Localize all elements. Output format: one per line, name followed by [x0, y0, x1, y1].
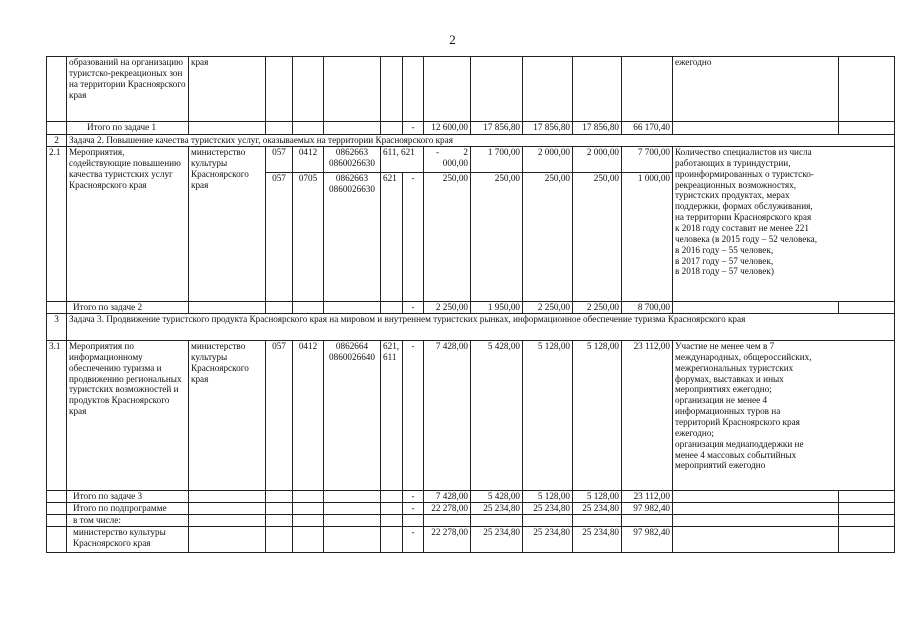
row-2-1-indicator-line: Количество специалистов из числа — [675, 147, 812, 157]
total-task1-label: Итого по задаче 1 — [67, 122, 189, 135]
ministry-sum: 97 982,40 — [622, 527, 673, 553]
row-2-1b-2016: 250,00 — [471, 173, 523, 302]
row-2-1-indicator-line: на территории Красноярского края — [675, 212, 812, 223]
row-2-1b-sum: 1 000,00 — [622, 173, 673, 302]
total-task1-dash: - — [403, 122, 424, 135]
row-2-1a-vr: 611, 621 — [381, 147, 424, 173]
row-3-1-indicator-line: организация медиаподдержки не — [675, 438, 804, 449]
total-task1-2017: 17 856,80 — [523, 122, 573, 135]
row-3-1-indicator-line: мероприятий ежегодно — [675, 460, 766, 471]
row-3-1-2017: 5 128,00 — [523, 341, 573, 491]
row-3-1-sum: 23 112,00 — [622, 341, 673, 491]
ministry-2017: 25 234,80 — [523, 527, 573, 553]
table-row-3-1 — [47, 341, 895, 491]
total-task3-2018: 5 128,00 — [573, 491, 622, 503]
row-3-1-indicator-line: мероприятиях ежегодно; — [675, 384, 772, 395]
row-2-1-indicator-line: в 2017 году – 57 человек, — [675, 255, 774, 266]
row-3-1-dash: - — [403, 341, 424, 491]
row-3-1-indicator-line: организация не менее 4 — [675, 395, 768, 406]
total-subprogram-2018: 25 234,80 — [573, 503, 622, 515]
total-subprogram-2015: 22 278,00 — [424, 503, 471, 515]
row-3-1-indicator-line: ежегодно; — [675, 427, 714, 438]
row-2-1-indicator-line: человека (в 2015 году – 52 человека, — [675, 233, 818, 244]
row-2-1b-grbs: 057 — [266, 173, 293, 302]
including-label: в том числе: — [67, 515, 189, 527]
total-task2-2017: 2 250,00 — [523, 302, 573, 314]
total-task2-2015: 2 250,00 — [424, 302, 471, 314]
page-number: 2 — [449, 32, 456, 47]
ministry-dash: - — [403, 527, 424, 553]
table-row-total-subprogram — [47, 503, 895, 515]
row-3-1-vr: 621, 611 — [381, 341, 403, 491]
total-task2-2016: 1 950,00 — [471, 302, 523, 314]
total-subprogram-label: Итого по подпрограмме — [67, 503, 189, 515]
row-3-1-rzpr: 0412 — [293, 341, 324, 491]
total-task2-sum: 8 700,00 — [622, 302, 673, 314]
row-2-1-indicator-line: рекреационных возможностях, — [675, 179, 797, 190]
row-2-1-indicator-line: к 2018 году составит не менее 221 — [675, 223, 809, 234]
total-task3-2016: 5 428,00 — [471, 491, 523, 503]
row-2-1a-2016: 1 700,00 — [471, 147, 523, 173]
ministry-label: министерство культуры Красноярского края — [67, 527, 189, 553]
row-2-1b-2015: 250,00 — [424, 173, 471, 302]
row-2-1a-2015-value: 2 000,00 — [442, 147, 468, 168]
row-2-1-indicator-line: туристских продуктах, мерах — [675, 190, 790, 201]
table-row-task3-header — [47, 314, 895, 341]
total-task2-2018: 2 250,00 — [573, 302, 622, 314]
row-2-1a-grbs: 057 — [266, 147, 293, 173]
row-2-1b-csr — [324, 173, 381, 302]
ministry-2016: 25 234,80 — [471, 527, 523, 553]
table-row-ministry — [47, 527, 895, 553]
row-2-1a-2017: 2 000,00 — [523, 147, 573, 173]
table-row-continuation — [47, 57, 895, 122]
row-2-1-indicator-line: работающих в туриндустрии, — [675, 157, 791, 168]
row-2-1b-2018: 250,00 — [573, 173, 622, 302]
total-task1-sum: 66 170,40 — [622, 122, 673, 135]
row-2-1a-sum: 7 700,00 — [622, 147, 673, 173]
total-task3-2015: 7 428,00 — [424, 491, 471, 503]
row-2-1a-csr-new: 0860026630 — [329, 157, 375, 168]
row-3-1-indicator-line: межрегиональных туристских — [675, 362, 794, 373]
row-2-1a-2018: 2 000,00 — [573, 147, 622, 173]
total-task3-label: Итого по задаче 3 — [67, 491, 189, 503]
total-task1-2018: 17 856,80 — [573, 122, 622, 135]
row-2-1b-csr-old: 0862663 — [335, 173, 369, 183]
row-3-1-indicator-line: форумах, выставках и иных — [675, 373, 784, 384]
total-task3-2017: 5 128,00 — [523, 491, 573, 503]
total-task2-dash: - — [403, 302, 424, 314]
continuation-name: образований на организацию туристско-рекреационых зон на территории Красноярского края — [67, 57, 189, 122]
row-2-1a-rzpr: 0412 — [293, 147, 324, 173]
task3-title: Задача 3. Продвижение туристского продукта Красноярского края на мировом и внутреннем туристских рынках, информационное обеспечение туризма Красноярского края — [67, 314, 895, 341]
total-task1-2016: 17 856,80 — [471, 122, 523, 135]
row-2-1a-2015 — [424, 147, 471, 173]
row-3-1-indicator — [673, 341, 895, 491]
table-row-task2-header — [47, 135, 895, 147]
ministry-2018: 25 234,80 — [573, 527, 622, 553]
row-2-1-number: 2.1 — [47, 147, 67, 302]
total-subprogram-2017: 25 234,80 — [523, 503, 573, 515]
row-3-1-2016: 5 428,00 — [471, 341, 523, 491]
row-2-1-indicator-line: в 2018 году – 57 человек) — [675, 266, 774, 277]
table-row-including — [47, 515, 895, 527]
row-2-1-indicator-line: проинформированных о туристско- — [675, 168, 814, 179]
row-2-1b-2017: 250,00 — [523, 173, 573, 302]
row-3-1-executor: министерство культуры Красноярского края — [189, 341, 266, 491]
row-3-1-indicator-line: информационных туров на — [675, 406, 781, 417]
table-row-total-task1 — [47, 122, 895, 135]
continuation-indicator: ежегодно — [673, 57, 839, 122]
row-3-1-indicator-line: территорий Красноярского края — [675, 417, 800, 428]
task2-number: 2 — [47, 135, 67, 147]
row-3-1-indicator-line: Участие не менее чем в 7 — [675, 341, 775, 351]
table-row-total-task3 — [47, 491, 895, 503]
total-task3-sum: 23 112,00 — [622, 491, 673, 503]
row-3-1-grbs: 057 — [266, 341, 293, 491]
row-3-1-number: 3.1 — [47, 341, 67, 491]
continuation-executor: края — [189, 57, 266, 122]
table-row-total-task2 — [47, 302, 895, 314]
row-3-1-csr-new: 0860026640 — [329, 351, 375, 362]
row-2-1b-dash: - — [403, 173, 424, 302]
row-2-1b-vr: 621 — [381, 173, 403, 302]
program-table — [46, 56, 895, 553]
row-2-1a-dash: - — [436, 147, 440, 157]
row-2-1-indicator-line: поддержки, формах обслуживания, — [675, 201, 813, 212]
row-2-1b-csr-new: 0860026630 — [329, 183, 375, 194]
row-3-1-indicator-line: менее 4 массовых событийных — [675, 449, 797, 460]
row-2-1-indicator — [673, 147, 895, 302]
row-3-1-2015: 7 428,00 — [424, 341, 471, 491]
task3-number: 3 — [47, 314, 67, 341]
row-2-1a-csr-old: 0862663 — [335, 147, 369, 157]
row-2-1a-csr — [324, 147, 381, 173]
total-subprogram-sum: 97 982,40 — [622, 503, 673, 515]
row-3-1-name: Мероприятия по информационному обеспечению туризма и продвижению региональных туристских возможностей и продуктов Красноярского края — [67, 341, 189, 491]
total-task3-dash: - — [403, 491, 424, 503]
ministry-2015: 22 278,00 — [424, 527, 471, 553]
row-3-1-indicator-line: международных, общероссийских, — [675, 351, 812, 362]
row-3-1-2018: 5 128,00 — [573, 341, 622, 491]
total-task1-2015: 12 600,00 — [424, 122, 471, 135]
row-2-1-indicator-line: в 2016 году – 55 человек, — [675, 244, 774, 255]
total-subprogram-2016: 25 234,80 — [471, 503, 523, 515]
total-subprogram-dash: - — [403, 503, 424, 515]
row-3-1-csr-old: 0862664 — [335, 341, 369, 351]
row-3-1-csr — [324, 341, 381, 491]
row-2-1-name: Мероприятия, содействующие повышению качества туристских услуг Красноярского края — [67, 147, 189, 302]
total-task2-label: Итого по задаче 2 — [67, 302, 189, 314]
table-row-2-1a — [47, 147, 895, 173]
row-2-1b-rzpr: 0705 — [293, 173, 324, 302]
task2-title: Задача 2. Повышение качества туристских услуг, оказываемых на территории Красноярского края — [67, 135, 895, 147]
row-2-1-executor: министерство культуры Красноярского края — [189, 147, 266, 302]
